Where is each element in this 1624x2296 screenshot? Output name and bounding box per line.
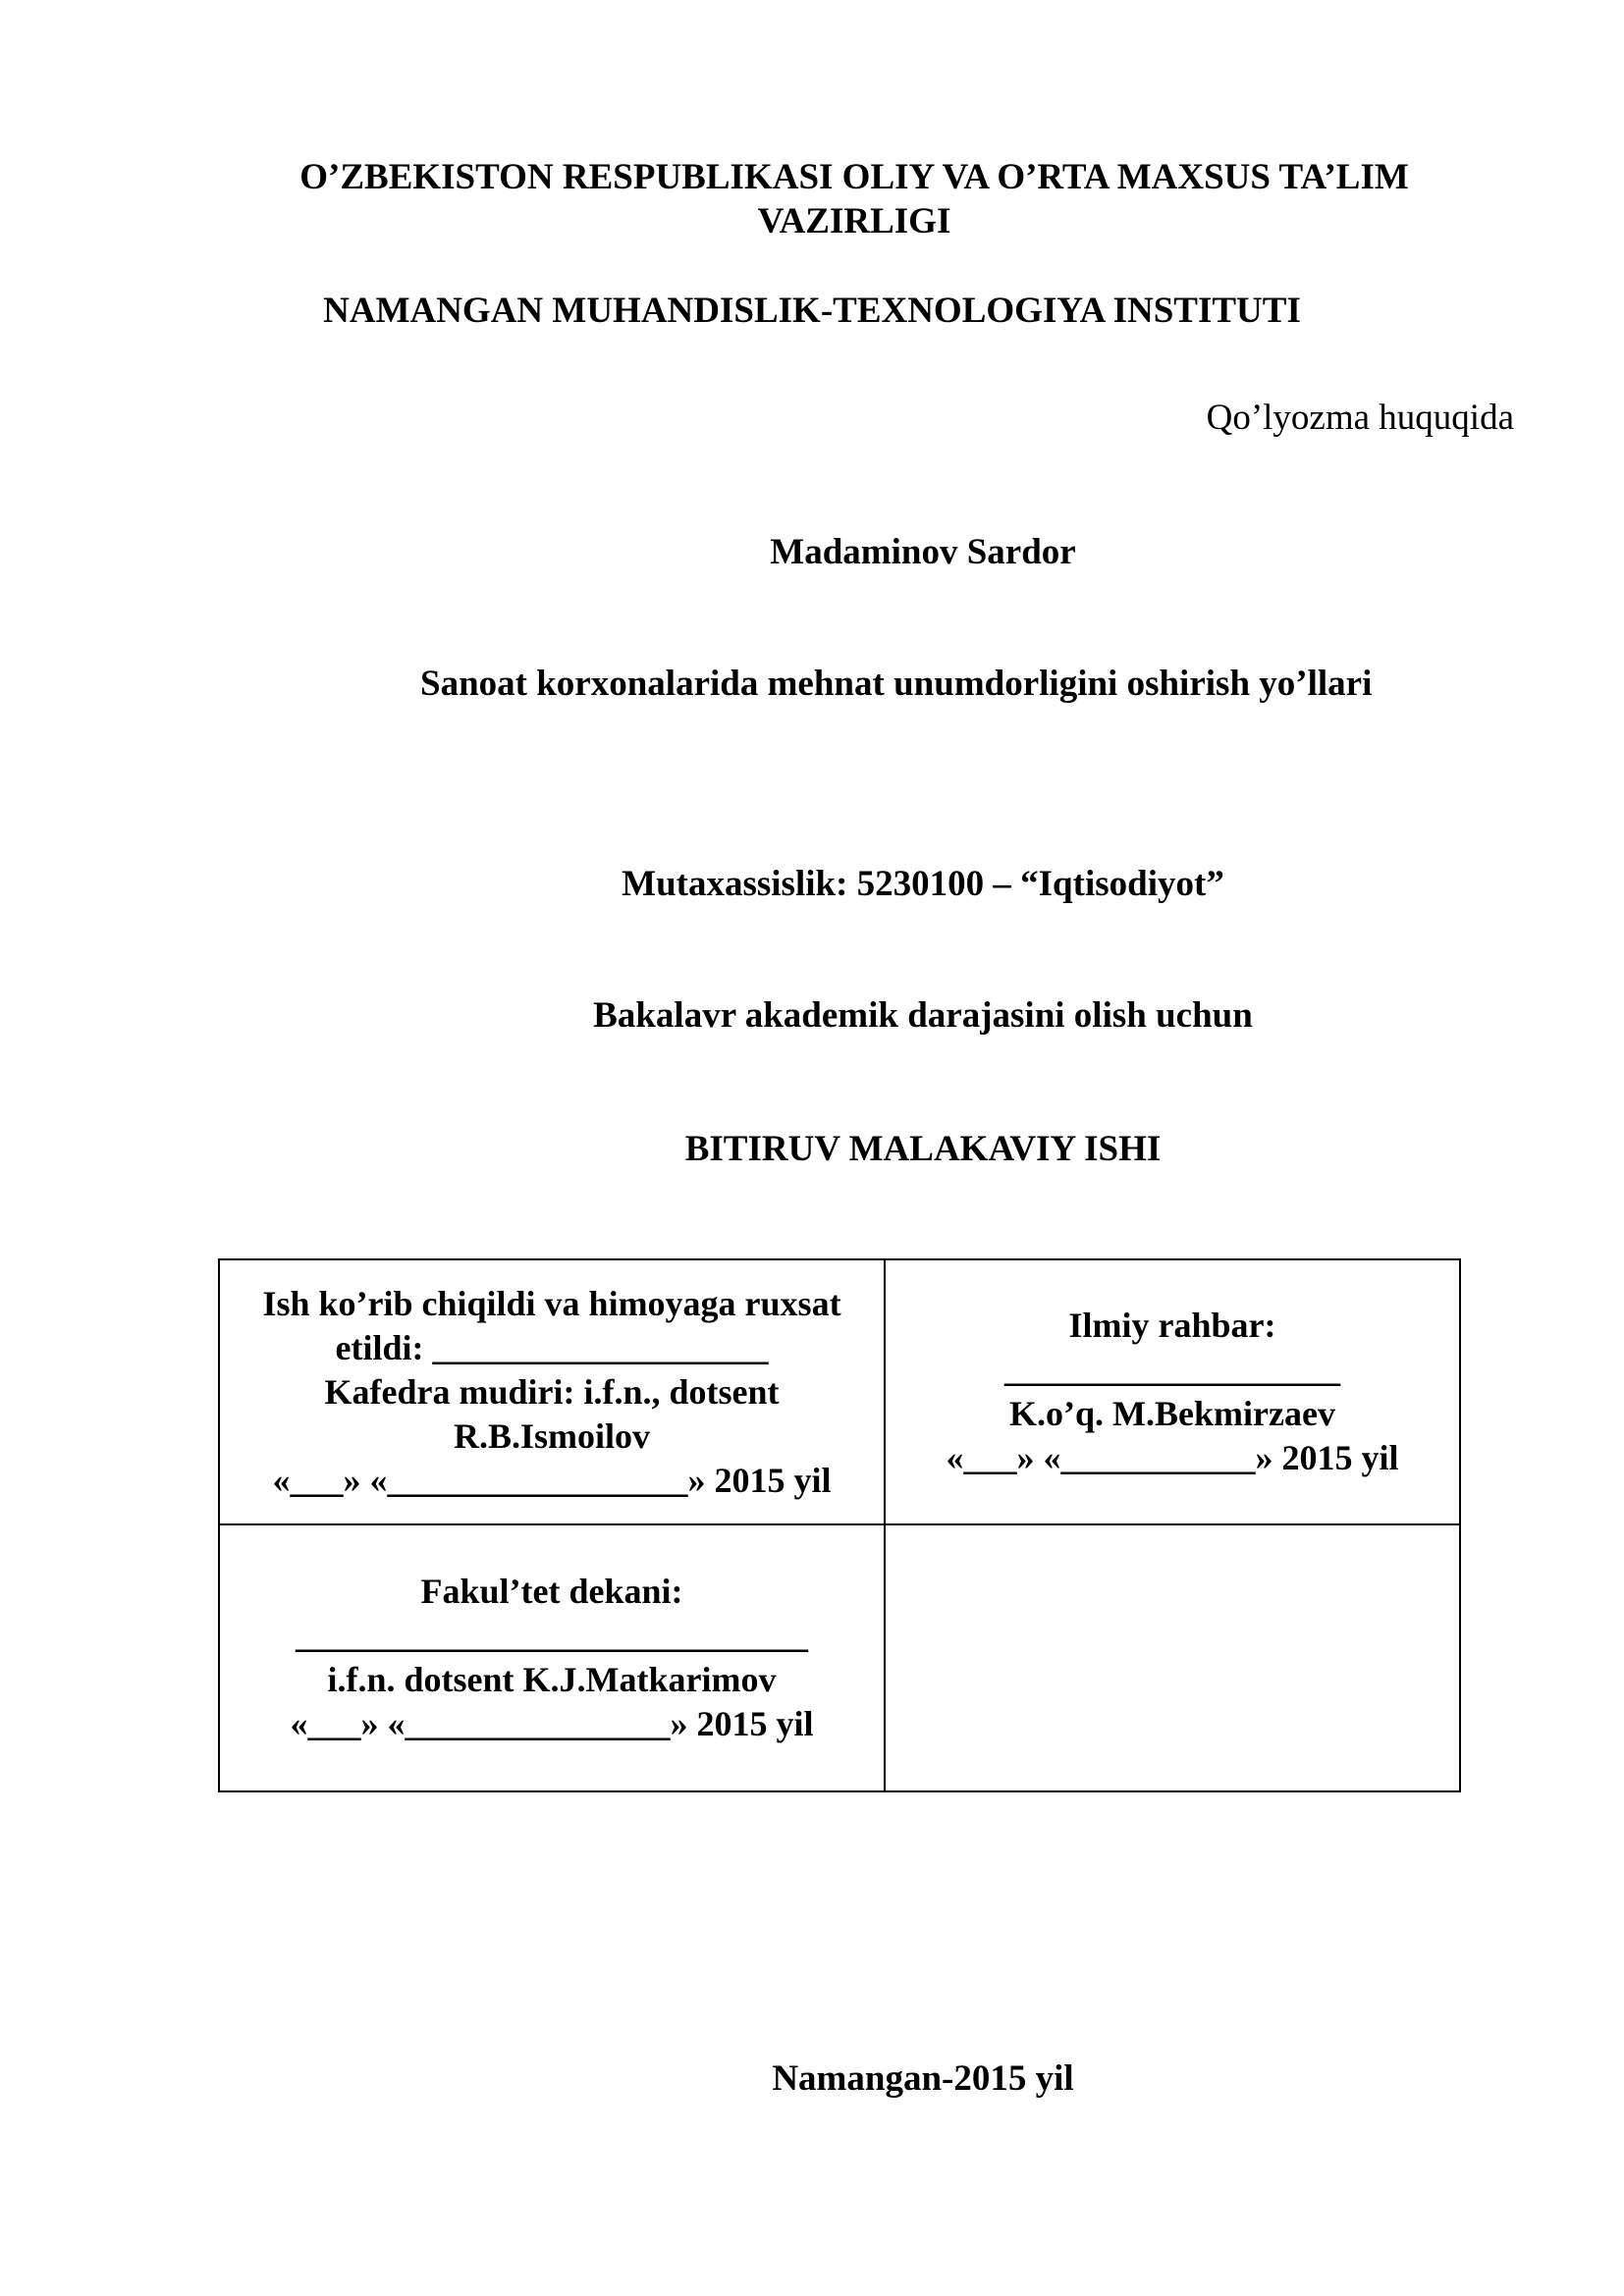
approval-row <box>219 1259 1460 1524</box>
degree-purpose: Bakalavr akademik darajasini olish uchun <box>593 995 1253 1036</box>
department-line-4: R.B.Ismoilov <box>453 1415 651 1456</box>
work-type: BITIRUV MALAKAVIY ISHI <box>684 1129 1162 1169</box>
dean-line-2: _____________________________ <box>296 1616 808 1655</box>
ministry-title: O’ZBEKISTON RESPUBLIKASI OLIY VA O’RTA MAXSUS TA’LIM VAZIRLIGI <box>299 157 1409 241</box>
supervisor-line-3: K.o’q. M.Bekmirzaev <box>1009 1394 1335 1433</box>
department-line-3: Kafedra mudiri: i.f.n., dotsent <box>324 1371 780 1412</box>
supervisor-approval-cell <box>885 1259 1460 1524</box>
manuscript-note: Qo’lyozma huquqida <box>1206 398 1514 438</box>
dean-line-1: Fakul’tet dekani: <box>420 1572 683 1611</box>
department-line-5: «___» «_________________» 2015 yil <box>272 1460 832 1500</box>
empty-cell <box>885 1524 1460 1791</box>
footer-place-year: Namangan-2015 yil <box>772 2058 1074 2099</box>
supervisor-line-4: «___» «___________» 2015 yil <box>946 1438 1399 1477</box>
dean-line-4: «___» «_______________» 2015 yil <box>290 1704 814 1743</box>
dean-approval-cell <box>219 1524 885 1791</box>
department-line-1: Ish ko’rib chiqildi va himoyaga ruxsat <box>262 1283 841 1323</box>
specialty: Mutaxassislik: 5230100 – “Iqtisodiyot” <box>622 864 1224 904</box>
approval-row <box>219 1524 1460 1791</box>
author-name: Madaminov Sardor <box>770 532 1076 572</box>
department-line-2: etildi: ___________________ <box>335 1327 769 1367</box>
thesis-topic: Sanoat korxonalarida mehnat unumdorligini oshirish yo’llari <box>420 664 1373 704</box>
supervisor-line-2: ___________________ <box>1004 1350 1340 1389</box>
institute-title: NAMANGAN MUHANDISLIK-TEXNOLOGIYA INSTITUTI <box>323 291 1301 331</box>
approval-table <box>218 1258 1461 1792</box>
dean-line-3: i.f.n. dotsent K.J.Matkarimov <box>327 1660 777 1699</box>
supervisor-line-1: Ilmiy rahbar: <box>1068 1306 1276 1345</box>
department-approval-cell <box>219 1259 885 1524</box>
